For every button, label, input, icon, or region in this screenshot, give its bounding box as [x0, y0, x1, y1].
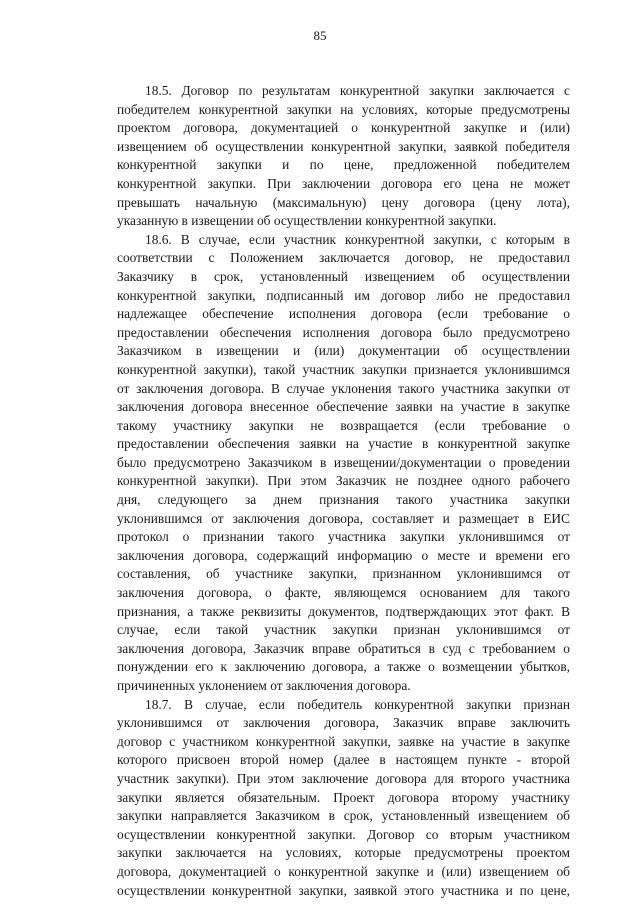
text-line: заключения договора внесенное обеспечение заявки на участие в закупке: [117, 399, 570, 415]
text-line: заключения договора, о факте, являющемся основанием для такого: [117, 585, 570, 601]
paragraph-18-6: [117, 231, 570, 696]
text-line: конкурентной закупки и по цене, предложенной победителем: [117, 157, 570, 173]
text-line: осуществлении конкурентной закупки, заявкой этого участника и по цене,: [117, 882, 570, 898]
text-line: закупки направляется Заказчиком в срок, установленный извещением об: [117, 808, 570, 824]
text-line: протокол о признании такого участника закупки уклонившимся от: [117, 529, 570, 545]
text-line: 18.7. В случае, если победитель конкурентной закупки признан: [145, 696, 570, 712]
paragraph-18-7: [117, 696, 570, 901]
text-line: надлежащее обеспечение исполнения договора (если требование о: [117, 306, 570, 322]
text-line: извещением об осуществлении конкурентной закупки, заявкой победителя: [117, 138, 570, 154]
text-line: конкурентной закупки, подписанный им договор либо не предоставил: [117, 287, 570, 303]
text-line: осуществлении конкурентной закупки. Договор со вторым участником: [117, 826, 570, 842]
text-line: предоставлении обеспечения заявки на участие в конкурентной закупке: [117, 436, 570, 452]
text-line: превышать начальную (максимальную) цену договора (цену лота),: [117, 194, 570, 210]
page-number: 85: [313, 28, 327, 43]
text-line: уклонившимся от заключения договора, составляет и размещает в ЕИС: [117, 510, 570, 526]
text-line: которого присвоен второй номер (далее в настоящем пункте - второй: [117, 752, 570, 768]
text-line: Заказчику в срок, установленный извещением об осуществлении: [117, 268, 570, 284]
text-line: предоставлении обеспечения исполнения договора было предусмотрено: [117, 324, 570, 340]
text-line: от заключения договора. В случае уклонения такого участника закупки от: [117, 380, 570, 396]
text-line: закупки является обязательным. Проект договора второму участнику: [117, 789, 570, 805]
text-line: участник закупки). При этом заключение договора для второго участника: [117, 770, 570, 786]
text-line: случае, если такой участник закупки признан уклонившимся от: [117, 622, 570, 638]
text-line: такому участнику закупки не возвращается (если требование о: [117, 417, 570, 433]
text-line: уклонившимся от заключения договора, Заказчик вправе заключить: [117, 715, 570, 731]
text-line: указанную в извещении об осуществлении конкурентной закупки.: [117, 213, 497, 229]
text-line: договор с участником конкурентной закупки, заявке на участие в закупке: [117, 733, 570, 749]
text-line: составления, об участнике закупки, признанном уклонившимся от: [117, 566, 570, 582]
text-line: понуждении его к заключению договора, а также о возмещении убытков,: [117, 659, 570, 675]
text-line: 18.5. Договор по результатам конкурентной закупки заключается с: [145, 83, 570, 98]
text-line: закупки заключается на условиях, которые предусмотрены проектом: [117, 845, 570, 861]
text-line: причиненных уклонением от заключения договора.: [117, 678, 411, 693]
text-line: конкурентной закупки), такой участник закупки признается уклонившимся: [117, 361, 570, 377]
paragraph-18-5: [117, 82, 570, 231]
text-line: договора, документацией о конкурентной закупке и (или) извещением об: [117, 863, 570, 879]
document-body: [117, 82, 570, 900]
text-line: конкурентной закупки). При этом Заказчик не позднее одного рабочего: [117, 473, 570, 489]
text-line: Заказчиком в извещении и (или) документации об осуществлении: [117, 343, 570, 359]
text-line: 18.6. В случае, если участник конкурентной закупки, с которым в: [145, 231, 570, 247]
text-line: победителем конкурентной закупки на условиях, которые предусмотрены: [117, 101, 570, 117]
text-line: заключения договора, содержащий информацию о месте и времени его: [117, 547, 570, 563]
text-line: признания, а также реквизиты документов, подтверждающих этот факт. В: [117, 603, 570, 619]
text-line: соответствии с Положением заключается договор, не предоставил: [117, 250, 570, 266]
text-line: конкурентной закупки. При заключении договора его цена не может: [117, 175, 570, 191]
text-line: дня, следующего за днем признания такого участника закупки: [117, 492, 570, 508]
text-line: заключения договора, Заказчик вправе обратиться в суд с требованием о: [117, 640, 570, 656]
text-line: было предусмотрено Заказчиком в извещении/документации о проведении: [117, 454, 570, 470]
text-line: проектом договора, документацией о конкурентной закупке и (или): [117, 120, 570, 136]
